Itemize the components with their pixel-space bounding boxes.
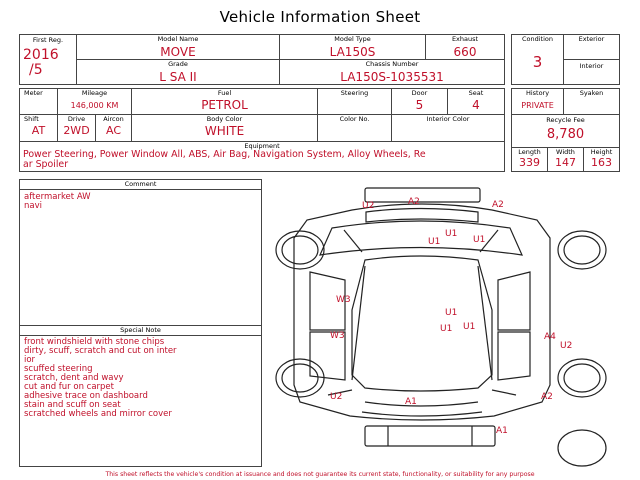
damage-mark: A1 — [496, 426, 508, 436]
damage-mark: U2 — [560, 341, 573, 351]
syaken-cell — [563, 88, 620, 115]
condition-value: 3 — [532, 53, 543, 71]
first-reg-year: 2016 — [23, 47, 59, 63]
special-note-label: Special Note — [20, 326, 261, 336]
spare-tire-icon — [558, 430, 606, 466]
damage-mark: U1 — [440, 324, 453, 334]
sheet-title: Vehicle Information Sheet — [219, 8, 421, 26]
height-cell — [583, 147, 620, 172]
steering-cell — [317, 88, 392, 115]
exterior-label: Exterior — [578, 35, 605, 43]
damage-mark: U1 — [473, 235, 486, 245]
damage-mark: U1 — [463, 322, 476, 332]
width-cell — [547, 147, 584, 172]
special-note-line: adhesive trace on dashboard — [24, 391, 148, 401]
damage-mark: A2 — [541, 392, 553, 402]
comment-box — [19, 179, 262, 326]
shift-cell — [19, 114, 58, 142]
model-name-label: Model Name — [157, 35, 199, 43]
steering-label: Steering — [340, 89, 369, 97]
wheel-front-left-icon — [276, 231, 324, 269]
recycle-fee-label: Recycle Fee — [546, 116, 585, 124]
damage-mark: W3 — [336, 295, 351, 305]
recycle-fee-cell — [511, 114, 620, 148]
exhaust-label: Exhaust — [451, 35, 479, 43]
door-value: 5 — [415, 98, 424, 112]
fuel-value: PETROL — [201, 98, 248, 112]
shift-value: AT — [31, 124, 46, 137]
door-cell — [391, 88, 448, 115]
special-note-line: front windshield with stone chips — [24, 337, 165, 347]
shift-label: Shift — [24, 115, 39, 123]
history-label: History — [525, 89, 550, 97]
first-reg-label: First Reg. — [32, 36, 64, 44]
model-type-cell — [279, 34, 426, 60]
mileage-cell — [57, 88, 132, 115]
damage-mark: W3 — [330, 331, 345, 341]
body-color-cell — [131, 114, 318, 142]
special-note-line: cut and fur on carpet — [24, 382, 114, 392]
condition-cell — [511, 34, 564, 85]
aircon-value: AC — [105, 124, 121, 137]
interior-color-label: Interior Color — [426, 115, 470, 123]
length-value: 339 — [519, 156, 540, 169]
special-note-line: stain and scuff on seat — [24, 400, 121, 410]
special-note-box — [19, 325, 262, 467]
interior-label: Interior — [579, 62, 604, 70]
damage-mark: A2 — [408, 197, 420, 207]
exterior-cell — [563, 34, 620, 60]
equipment-value-cont: ar Spoiler — [23, 159, 69, 170]
aircon-cell — [95, 114, 132, 142]
interior-cell — [563, 59, 620, 85]
chassis-number-value: LA150S-1035531 — [340, 70, 444, 84]
wheel-rear-left-icon — [276, 359, 324, 397]
interior-color-cell — [391, 114, 505, 142]
model-name-value: MOVE — [160, 45, 196, 59]
body-color-label: Body Color — [206, 115, 243, 123]
drive-cell — [57, 114, 96, 142]
grade-value: L SA II — [159, 70, 197, 84]
car-damage-diagram — [270, 180, 620, 470]
comment-line: navi — [24, 201, 42, 211]
comment-line: aftermarket AW — [24, 192, 91, 202]
chassis-number-cell — [279, 59, 505, 85]
model-name-cell — [76, 34, 280, 60]
special-note-line: dirty, scuff, scratch and cut on inter — [24, 346, 177, 356]
length-cell — [511, 147, 548, 172]
wheel-rear-right-icon — [558, 359, 606, 397]
body-color-value: WHITE — [204, 124, 245, 138]
first-reg-month: /5 — [29, 62, 43, 78]
damage-mark: A1 — [405, 397, 417, 407]
damage-mark: U1 — [428, 237, 441, 247]
footer-disclaimer: This sheet reflects the vehicle's condition at issuance and does not guarantee its current state, functionality, or suitability for any purpose — [105, 471, 535, 478]
equipment-label: Equipment — [244, 142, 280, 150]
damage-mark: A2 — [492, 200, 504, 210]
first-reg-cell — [19, 34, 77, 85]
syaken-label: Syaken — [579, 89, 604, 97]
seat-label: Seat — [468, 89, 484, 97]
grade-label: Grade — [168, 60, 188, 68]
mileage-label: Mileage — [81, 89, 108, 97]
history-value: PRIVATE — [521, 101, 554, 110]
fuel-cell — [131, 88, 318, 115]
mileage-value: 146,000 KM — [70, 101, 119, 110]
height-value: 163 — [591, 156, 612, 169]
meter-label: Meter — [24, 89, 43, 97]
model-type-value: LA150S — [329, 45, 376, 59]
drive-value: 2WD — [63, 124, 90, 137]
special-note-line: ior — [24, 355, 36, 365]
aircon-label: Aircon — [103, 115, 124, 123]
car-body-outline — [294, 204, 550, 420]
meter-cell — [19, 88, 58, 115]
condition-label: Condition — [521, 35, 554, 43]
front-bumper-shape — [365, 188, 480, 202]
exhaust-cell — [425, 34, 505, 60]
rear-bumper-shape — [365, 426, 495, 446]
special-note-line: scratch, dent and wavy — [24, 373, 124, 383]
width-value: 147 — [555, 156, 576, 169]
door-label: Door — [411, 89, 428, 97]
damage-mark: U1 — [445, 308, 458, 318]
seat-cell — [447, 88, 505, 115]
model-type-label: Model Type — [334, 35, 371, 43]
color-no-label: Color No. — [339, 115, 370, 123]
damage-mark: U2 — [362, 201, 375, 211]
exhaust-value: 660 — [453, 45, 477, 59]
history-cell — [511, 88, 564, 115]
comment-label: Comment — [20, 180, 261, 190]
special-note-line: scuffed steering — [24, 364, 93, 374]
damage-mark: A4 — [544, 332, 556, 342]
seat-value: 4 — [472, 98, 480, 112]
special-note-line: scratched wheels and mirror cover — [24, 409, 172, 419]
damage-mark: U2 — [330, 392, 343, 402]
chassis-number-label: Chassis Number — [365, 60, 419, 68]
equipment-value: Power Steering, Power Window All, ABS, Air Bag, Navigation System, Alloy Wheels, Re — [23, 149, 426, 160]
damage-mark: U1 — [445, 229, 458, 239]
wheel-front-right-icon — [558, 231, 606, 269]
color-no-cell — [317, 114, 392, 142]
recycle-fee-value: 8,780 — [546, 127, 585, 142]
length-label: Length — [518, 148, 541, 156]
fuel-label: Fuel — [217, 89, 232, 97]
grade-cell — [76, 59, 280, 85]
width-label: Width — [556, 148, 575, 156]
drive-label: Drive — [67, 115, 86, 123]
equipment-cell — [19, 141, 505, 172]
height-label: Height — [590, 148, 613, 156]
